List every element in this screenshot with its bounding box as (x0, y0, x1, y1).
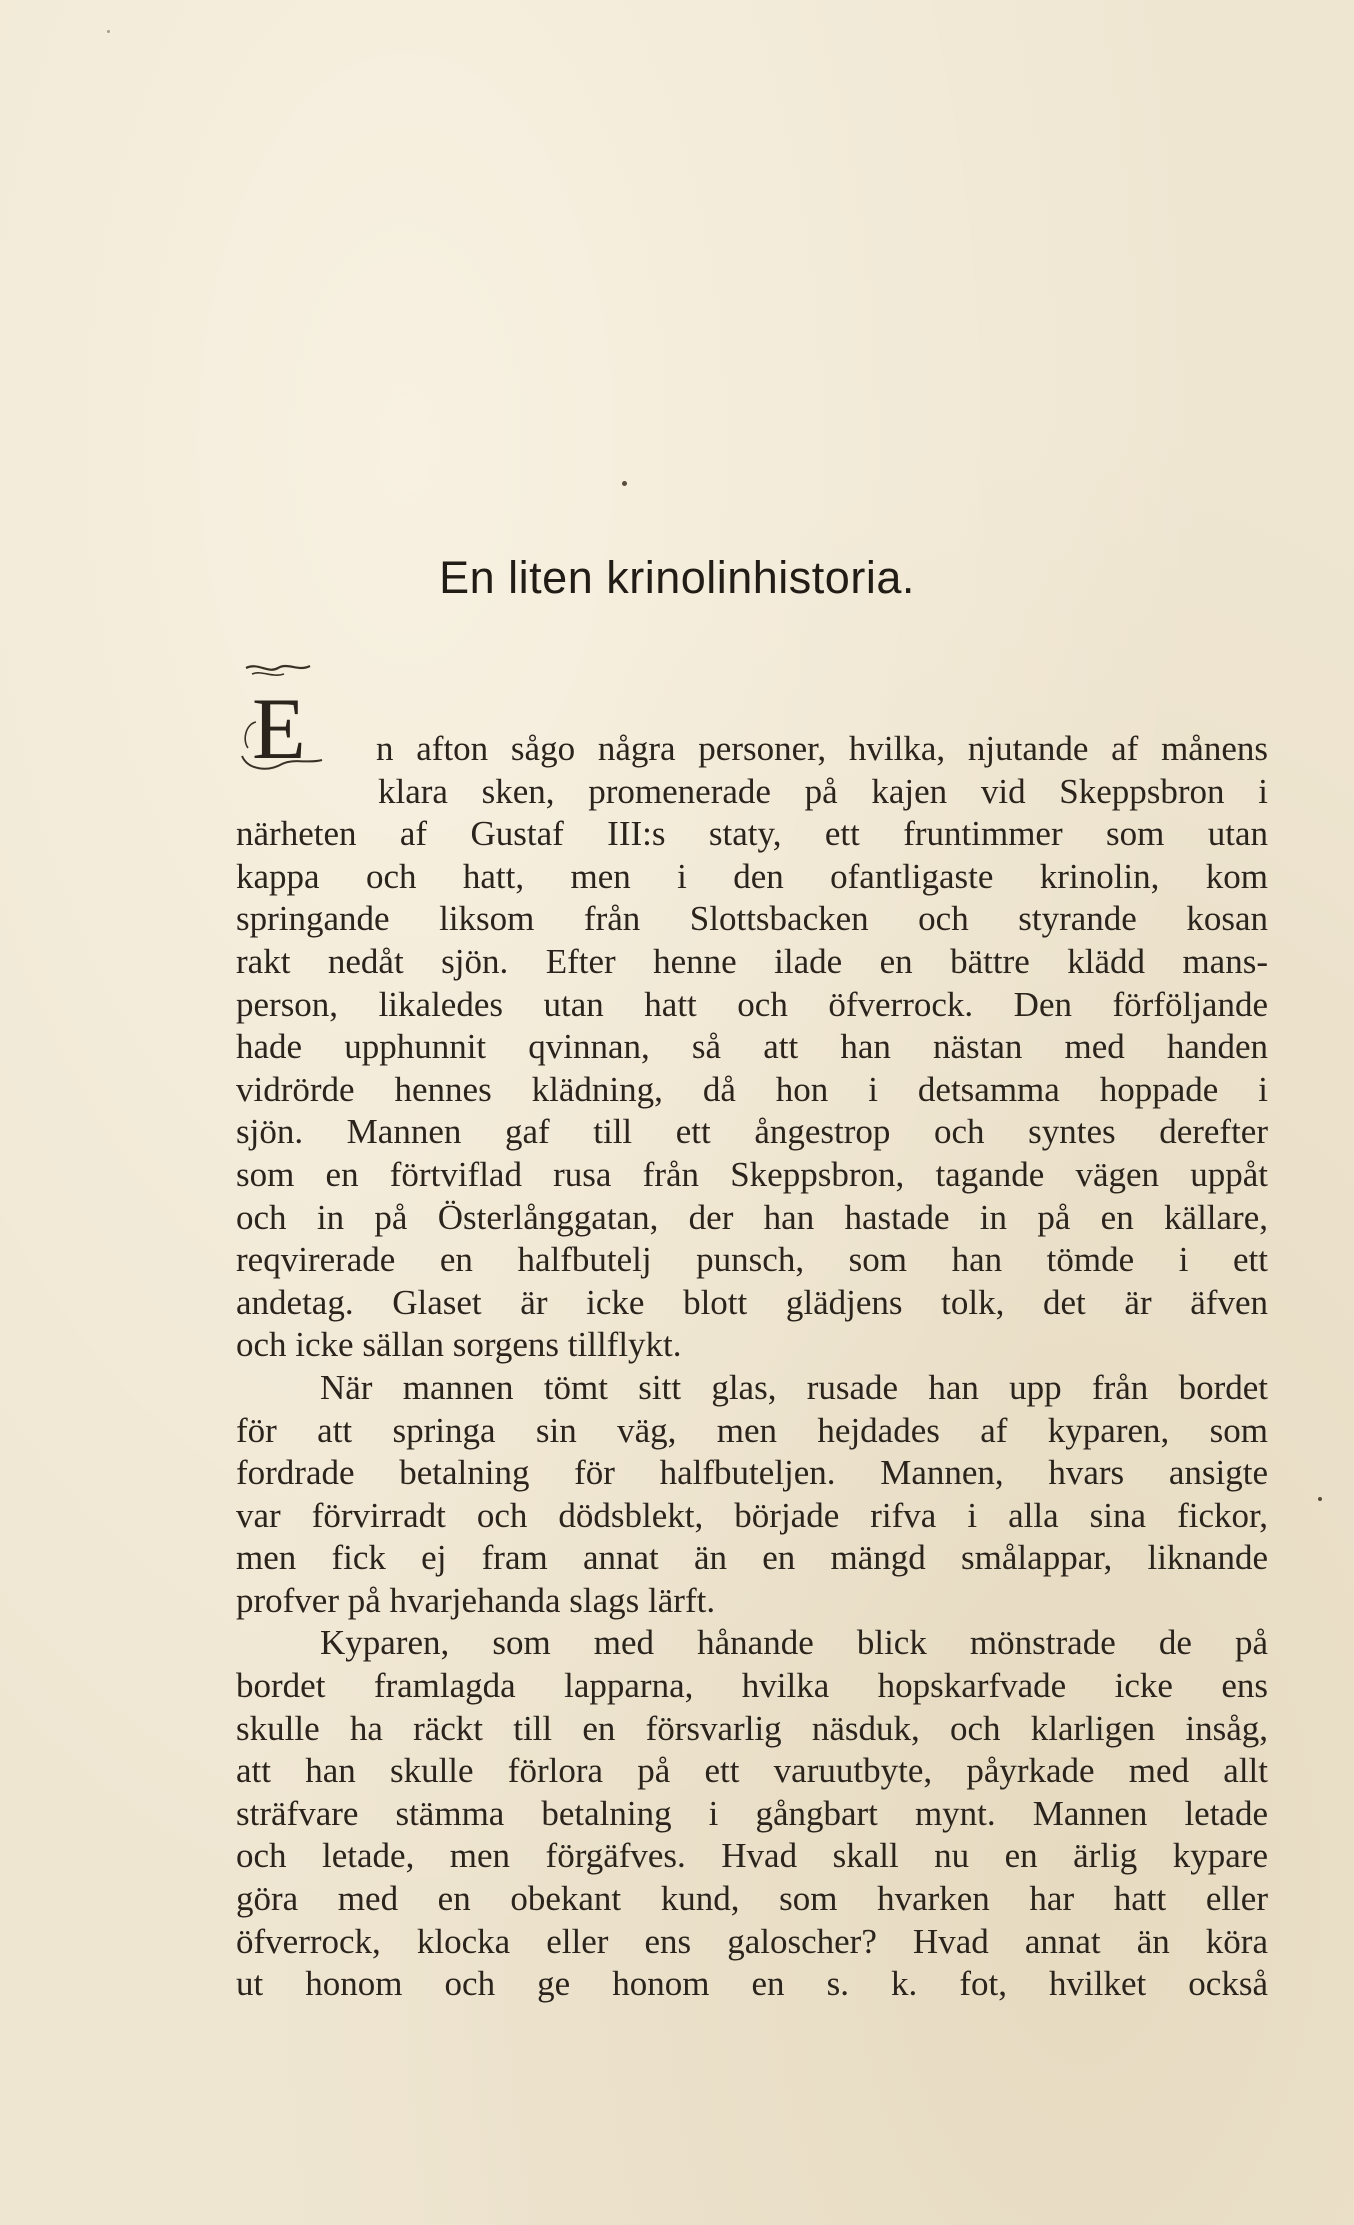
text-line: och icke sällan sorgens tillflykt. (236, 1325, 682, 1365)
text-line: rakt nedåt sjön. Efter henne ilade en bättre klädd mans- (236, 941, 1268, 981)
text-line: fordrade betalning för halfbuteljen. Mannen, hvars ansigte (236, 1453, 1268, 1493)
text-line: att han skulle förlora på ett varuutbyte, påyrkade med allt (236, 1751, 1268, 1791)
paper-speck (107, 30, 110, 33)
text-line: sträfvare stämma betalning i gångbart mynt. Mannen letade (236, 1793, 1268, 1833)
text-line: kappa och hatt, men i den ofantligaste krinolin, kom (236, 856, 1268, 896)
text-line: sjön. Mannen gaf till ett ångestrop och syntes derefter (236, 1112, 1268, 1152)
text-line: skulle ha räckt till en försvarlig näsduk, och klarligen insåg, (236, 1708, 1268, 1748)
text-line: n afton sågo några personer, hvilka, njutande af månens (376, 729, 1268, 768)
text-line: göra med en obekant kund, som hvarken har hatt eller (236, 1879, 1268, 1919)
text-line: öfverrock, klocka eller ens galoscher? Hvad annat än köra (236, 1921, 1268, 1961)
text-line: person, likaledes utan hatt och öfverrock. Den förföljande (236, 984, 1268, 1024)
text-line: Kyparen, som med hånande blick mönstrade de på (320, 1623, 1268, 1663)
text-line: men fick ej fram annat än en mängd smålappar, liknande (236, 1538, 1268, 1578)
text-line: och in på Österlånggatan, der han hastade in på en källare, (236, 1197, 1268, 1237)
text-line: närheten af Gustaf III:s staty, ett fruntimmer som utan (236, 814, 1268, 854)
text-line: var förvirradt och dödsblekt, började rifva i alla sina fickor, (236, 1495, 1268, 1535)
text-line: och letade, men förgäfves. Hvad skall nu en ärlig kypare (236, 1836, 1268, 1876)
text-line: klara sken, promenerade på kajen vid Skeppsbron i (378, 771, 1268, 811)
text-line: för att springa sin väg, men hejdades af kyparen, som (236, 1410, 1268, 1450)
text-line: ut honom och ge honom en s. k. fot, hvilket också (236, 1964, 1268, 2004)
text-line: bordet framlagda lapparna, hvilka hopskarfvade icke ens (236, 1666, 1268, 1706)
text-line: springande liksom från Slottsbacken och styrande kosan (236, 899, 1268, 939)
text-line: som en förtviflad rusa från Skeppsbron, tagande vägen uppåt (236, 1154, 1268, 1194)
chapter-title: En liten krinolinhistoria. (439, 552, 915, 603)
paper-speck (622, 481, 627, 486)
text-line: hade upphunnit qvinnan, så att han nästan med handen (236, 1027, 1268, 1067)
text-line: profver på hvarjehanda slags lärft. (236, 1580, 716, 1620)
text-line: vidrörde hennes klädning, då hon i detsamma hoppade i (236, 1069, 1268, 1109)
body-text (236, 728, 1268, 2006)
text-line: andetag. Glaset är icke blott glädjens tolk, det är äfven (236, 1282, 1268, 1322)
text-line: När mannen tömt sitt glas, rusade han upp från bordet (320, 1367, 1268, 1407)
text-line: reqvirerade en halfbutelj punsch, som han tömde i ett (236, 1240, 1268, 1280)
paper-speck (1318, 1497, 1322, 1501)
dropcap-letter: E (252, 681, 306, 778)
